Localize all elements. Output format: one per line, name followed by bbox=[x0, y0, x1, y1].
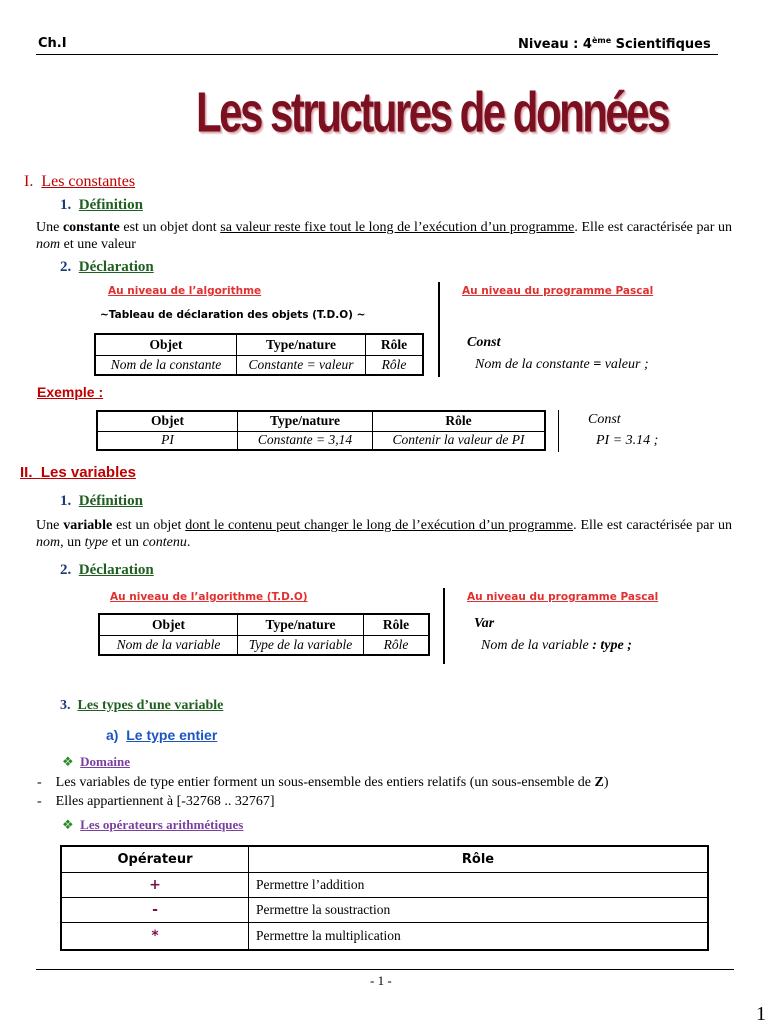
s1-declaration-heading: 2. Déclaration bbox=[60, 259, 154, 275]
s2-definition-heading: 1. Définition bbox=[60, 493, 143, 509]
header-rule bbox=[36, 54, 718, 55]
example-pascal-line: PI = 3.14 ; bbox=[596, 433, 659, 448]
example-divider bbox=[558, 410, 559, 452]
op-times-role: Permettre la multiplication bbox=[249, 922, 709, 950]
s2-definition-text: Une variable est un objet dont le contenu peut changer le long de l’exécution d’un programme. Elle est caractérisée par un nom, un type et un contenu. bbox=[36, 518, 732, 550]
td-type: Type de la variable bbox=[238, 635, 364, 655]
section-1-heading: I. Les constantes bbox=[24, 173, 136, 190]
op-plus-role: Permettre l’addition bbox=[249, 872, 709, 897]
th-objet: Objet bbox=[95, 334, 237, 355]
page-title: Les structures de données bbox=[196, 80, 668, 144]
th-role: Rôle bbox=[373, 411, 546, 431]
tdo-title: ~Tableau de déclaration des objets (T.D.O) ~ bbox=[100, 309, 366, 321]
domain-bullet-2: - Elles appartiennent à [-32768 .. 32767] bbox=[37, 794, 275, 809]
th-objet: Objet bbox=[99, 614, 238, 635]
s2-types-heading: 3. Les types d’une variable bbox=[60, 698, 224, 713]
s2-pascal-label: Au niveau du programme Pascal bbox=[467, 591, 659, 603]
chapter-label: Ch.I bbox=[38, 36, 67, 51]
th-type: Type/nature bbox=[237, 334, 366, 355]
footer-rule bbox=[36, 969, 734, 970]
section-2-heading: II. Les variables bbox=[20, 464, 136, 481]
td-objet: Nom de la variable bbox=[99, 635, 238, 655]
page-number: - 1 - bbox=[370, 973, 392, 988]
th-type: Type/nature bbox=[238, 614, 364, 635]
s2-pascal-line: Nom de la variable : type ; bbox=[481, 638, 632, 653]
th-objet: Objet bbox=[97, 411, 238, 431]
level-label: Niveau : 4ème Scientifiques bbox=[518, 36, 711, 52]
td-role: Rôle bbox=[364, 635, 430, 655]
s1-algo-label: Au niveau de l’algorithme bbox=[108, 285, 262, 297]
s2-divider bbox=[443, 588, 445, 664]
td-type: Constante = valeur bbox=[237, 355, 366, 375]
s1-pascal-keyword: Const bbox=[467, 335, 501, 350]
th-role: Rôle bbox=[364, 614, 430, 635]
td-role: Contenir la valeur de PI bbox=[373, 431, 546, 450]
th-role: Rôle bbox=[249, 846, 709, 872]
s2-tdo-table bbox=[98, 613, 430, 656]
s2-declaration-heading: 2. Déclaration bbox=[60, 562, 154, 578]
op-times: * bbox=[61, 922, 249, 950]
s1-pascal-label: Au niveau du programme Pascal bbox=[462, 285, 654, 297]
corner-page-number: 1 bbox=[756, 1003, 766, 1025]
td-objet: Nom de la constante bbox=[95, 355, 237, 375]
example-pascal-keyword: Const bbox=[588, 412, 621, 427]
diamond-bullet-icon: ❖ bbox=[62, 818, 74, 833]
s1-definition-text: Une constante est un objet dont sa valeur reste fixe tout le long de l’exécution d’un programme. Elle est caractérisée par un nom et une valeur bbox=[36, 220, 732, 252]
th-role: Rôle bbox=[366, 334, 424, 355]
domain-bullet-1: - Les variables de type entier forment un sous-ensemble des entiers relatifs (un sous-ensemble de Z) bbox=[37, 775, 609, 790]
s1-definition-heading: 1. Définition bbox=[60, 197, 143, 213]
td-role: Rôle bbox=[366, 355, 424, 375]
operators-heading: ❖ Les opérateurs arithmétiques bbox=[62, 817, 244, 833]
operators-table bbox=[60, 845, 709, 951]
s1-tdo-table bbox=[94, 333, 424, 376]
th-operateur: Opérateur bbox=[61, 846, 249, 872]
td-type: Constante = 3,14 bbox=[238, 431, 373, 450]
th-type: Type/nature bbox=[238, 411, 373, 431]
s2-algo-label: Au niveau de l’algorithme (T.D.O) bbox=[110, 591, 308, 603]
domain-heading: ❖ Domaine bbox=[62, 754, 130, 770]
s2-pascal-keyword: Var bbox=[474, 616, 495, 631]
diamond-bullet-icon: ❖ bbox=[62, 755, 74, 770]
s1-divider bbox=[438, 282, 440, 377]
example-heading: Exemple : bbox=[37, 384, 104, 400]
s1-example-table bbox=[96, 410, 546, 451]
int-type-heading: a) Le type entier bbox=[106, 727, 218, 743]
op-minus-role: Permettre la soustraction bbox=[249, 897, 709, 922]
op-minus: - bbox=[61, 897, 249, 922]
td-objet: PI bbox=[97, 431, 238, 450]
s1-pascal-line: Nom de la constante = valeur ; bbox=[475, 357, 649, 372]
op-plus: + bbox=[61, 872, 249, 897]
